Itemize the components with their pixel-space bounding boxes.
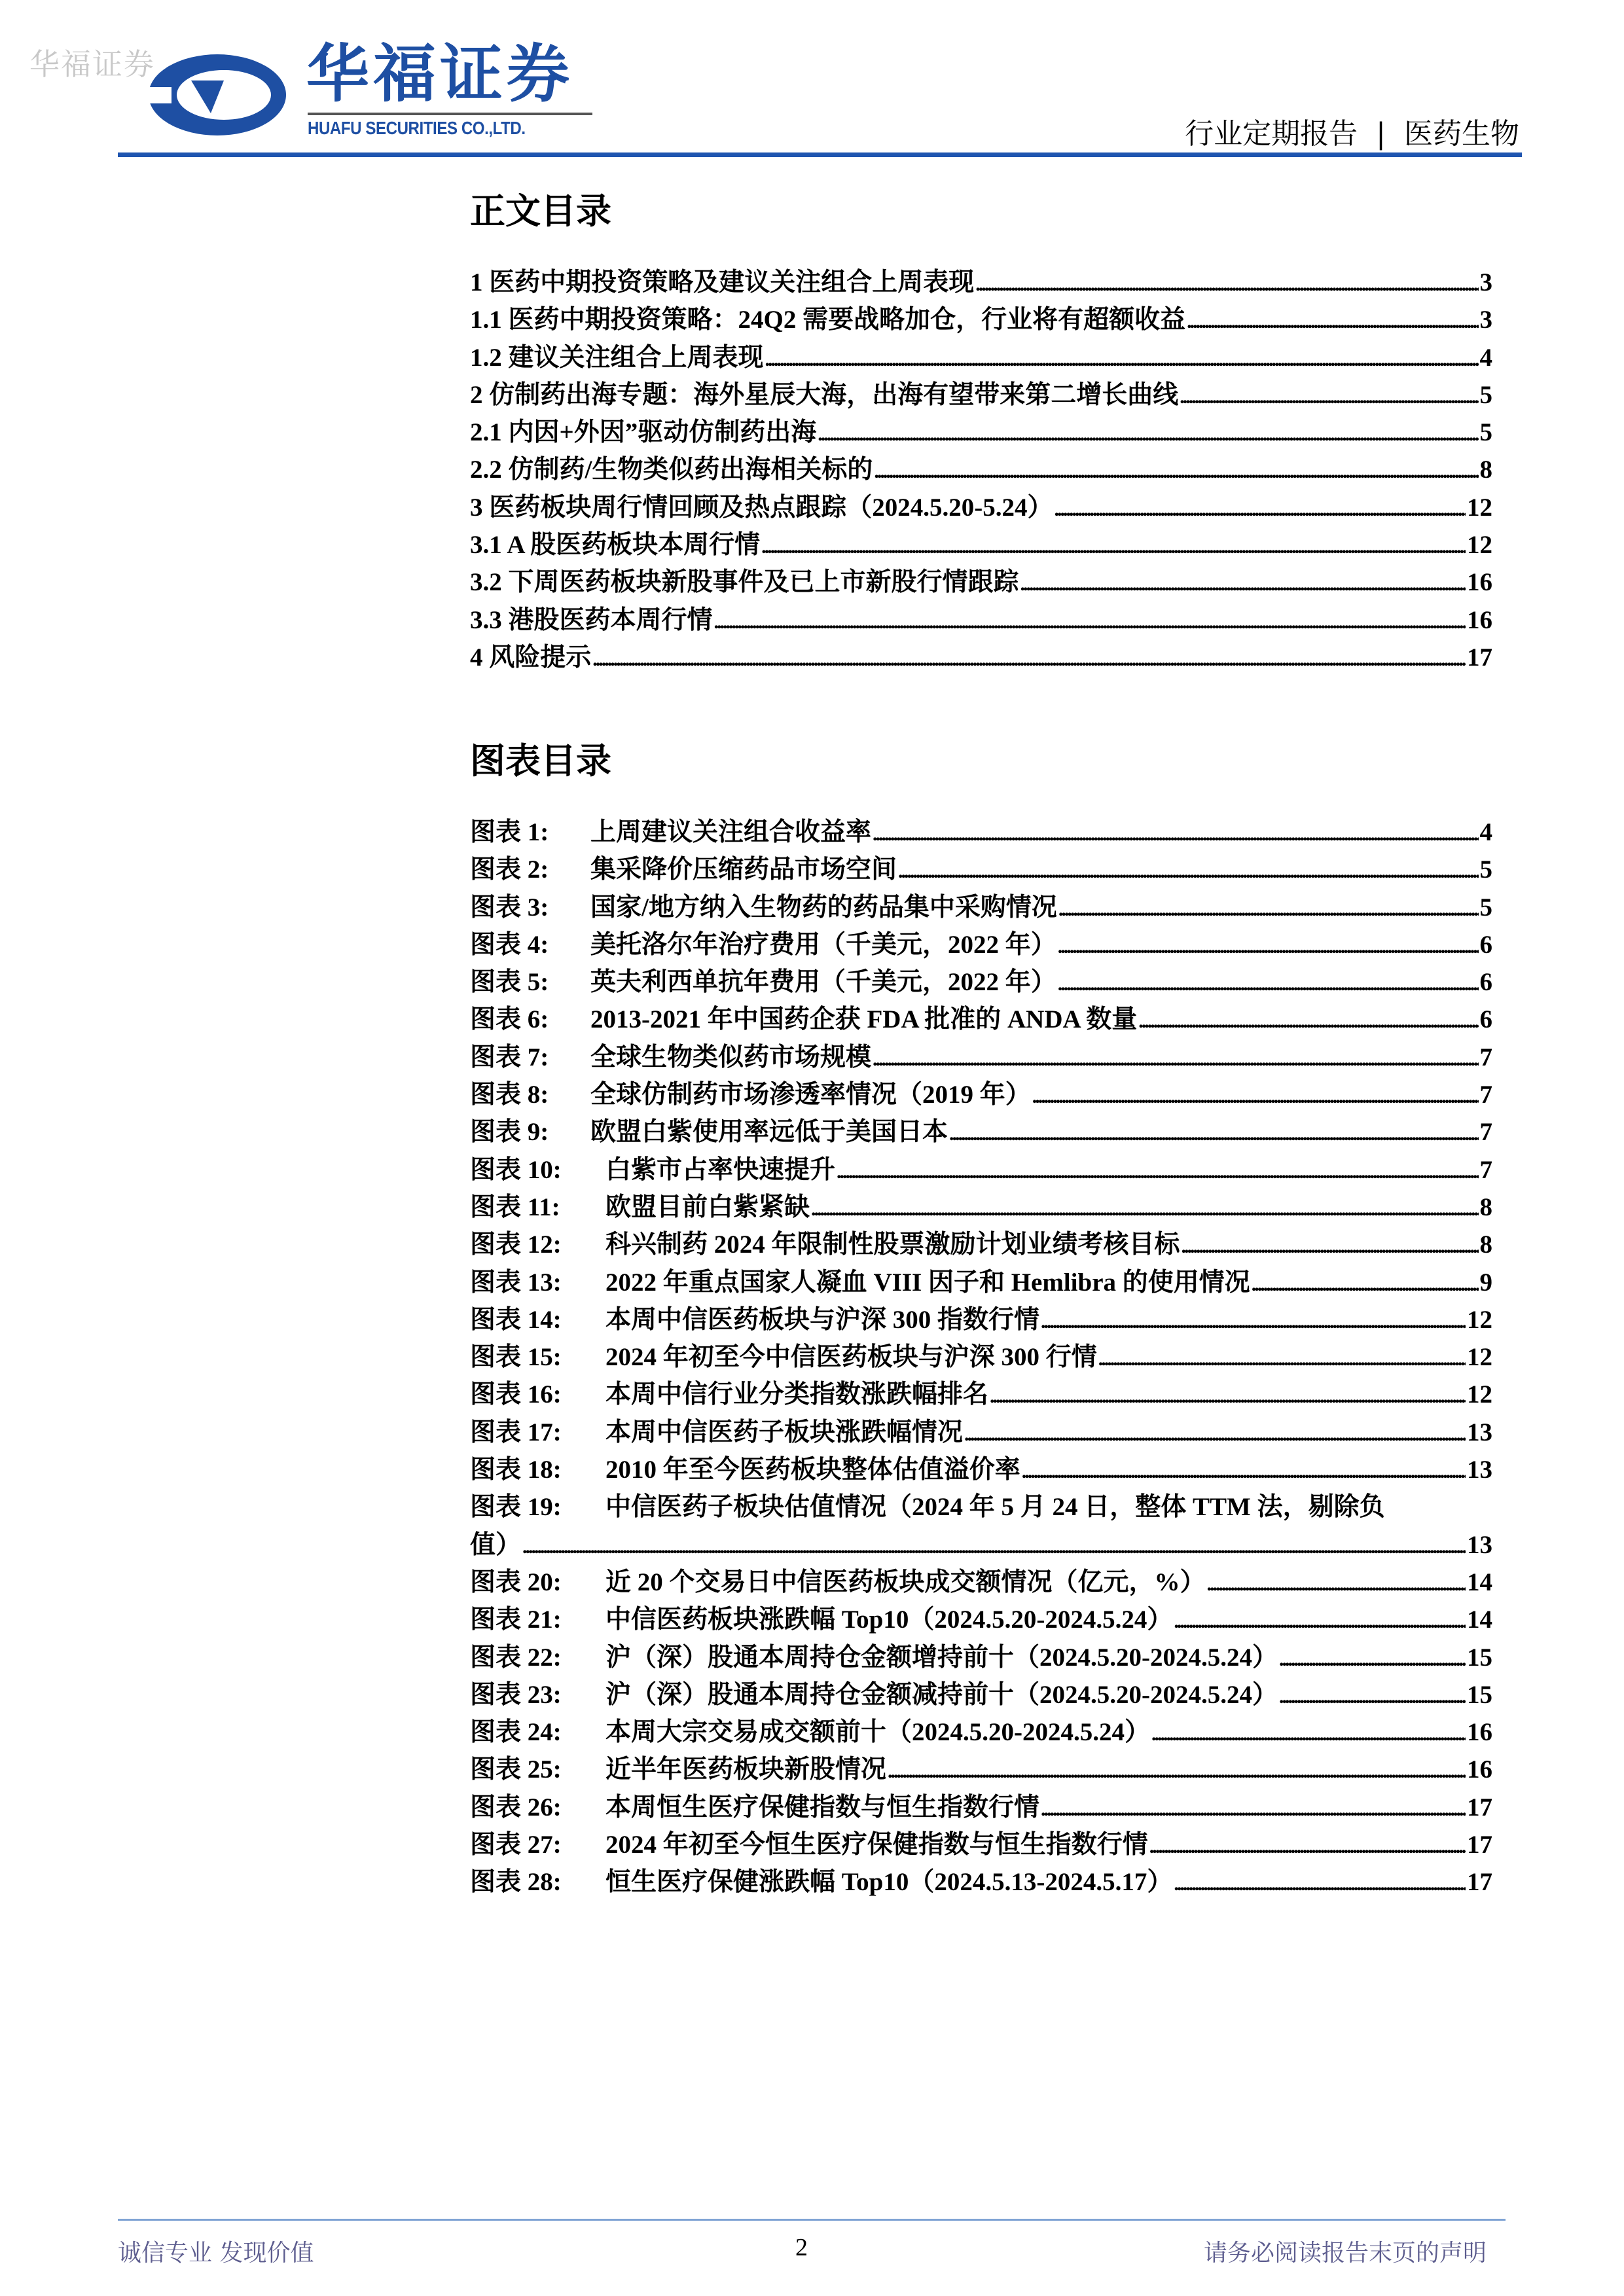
figure-item-page: 6: [1479, 1005, 1492, 1034]
figure-item-page: 7: [1479, 1043, 1492, 1071]
figure-item-page: 7: [1479, 1118, 1492, 1147]
figure-item-label: 中信医药子板块估值情况（2024 年 5 月 24 日，整体 TTM 法，剔除负: [605, 1493, 1385, 1522]
dot-leader: [1058, 889, 1479, 928]
figure-item[interactable]: [470, 1338, 1492, 1376]
logo-text-en: HUAFU SECURITIES CO.,LTD.: [308, 118, 526, 138]
figure-item[interactable]: [470, 1076, 1492, 1113]
toc-item[interactable]: [470, 526, 1492, 564]
figure-item-label: 近 20 个交易日中信医药板块成交额情况（亿元，%）: [605, 1568, 1206, 1596]
figure-item-label: 沪（深）股通本周持仓金额增持前十（2024.5.20-2024.5.24）: [605, 1643, 1278, 1672]
figure-item-page: 17: [1467, 1868, 1492, 1897]
dot-leader: [1279, 1639, 1466, 1678]
figure-item-label: 2013-2021 年中国药企获 FDA 批准的 ANDA 数量: [590, 1005, 1138, 1034]
toc-item-label: 2 仿制药出海专题：海外星辰大海，出海有望带来第二增长曲线: [470, 380, 1179, 409]
dot-leader: [990, 1376, 1466, 1415]
dot-leader: [1098, 1338, 1466, 1378]
figure-item-page: 15: [1467, 1680, 1492, 1709]
toc-item[interactable]: [470, 564, 1492, 601]
figure-item-page: 13: [1467, 1418, 1492, 1446]
figure-item-label: 中信医药板块涨跌幅 Top10（2024.5.20-2024.5.24）: [605, 1605, 1173, 1634]
dot-leader: [818, 414, 1478, 453]
figure-number: 图表 1:: [470, 818, 549, 846]
figure-number: 图表 12:: [470, 1230, 562, 1259]
figure-item[interactable]: [470, 1789, 1492, 1826]
figure-item-label: 本周恒生医疗保健指数与恒生指数行情: [605, 1793, 1040, 1821]
figure-item-page: 5: [1479, 893, 1492, 922]
dot-leader: [592, 639, 1466, 678]
figure-item[interactable]: [470, 1639, 1492, 1676]
figure-number: 图表 20:: [470, 1568, 562, 1596]
dot-leader: [522, 1526, 1466, 1566]
figure-item-page: 7: [1479, 1081, 1492, 1109]
dot-leader: [1279, 1676, 1466, 1715]
toc-item[interactable]: [470, 376, 1492, 414]
toc-item[interactable]: [470, 301, 1492, 338]
toc-item[interactable]: [470, 489, 1492, 526]
figure-item-page: 8: [1479, 1193, 1492, 1221]
dot-leader: [1149, 1826, 1466, 1865]
toc-item-page: 3: [1479, 306, 1492, 334]
figure-item-page: 8: [1479, 1230, 1492, 1259]
figure-item[interactable]: [470, 1301, 1492, 1338]
figure-item-label: 上周建议关注组合收益率: [590, 818, 872, 846]
figure-item[interactable]: [470, 1601, 1492, 1638]
figure-item-label: 集采降价压缩药品市场空间: [590, 855, 897, 884]
sector: 医药生物: [1404, 117, 1519, 151]
dot-leader: [1041, 1301, 1466, 1340]
figure-number: 图表 15:: [470, 1343, 562, 1372]
figure-item-label: 2024 年初至今恒生医疗保健指数与恒生指数行情: [605, 1831, 1148, 1859]
figure-number: 图表 25:: [470, 1755, 562, 1784]
figure-item[interactable]: [470, 1039, 1492, 1076]
toc-item-page: 5: [1479, 418, 1492, 447]
figure-item-label: 美托洛尔年治疗费用（千美元，2022 年）: [590, 930, 1056, 959]
toc-item[interactable]: [470, 339, 1492, 376]
dot-leader: [1058, 926, 1479, 965]
figure-item-page: 12: [1467, 1380, 1492, 1409]
figure-item-label: 恒生医疗保健涨跌幅 Top10（2024.5.13-2024.5.17）: [605, 1868, 1173, 1897]
figure-item-label: 国家/地方纳入生物药的药品集中采购情况: [590, 893, 1057, 922]
figure-item[interactable]: [470, 1751, 1492, 1788]
figure-item-page: 13: [1467, 1456, 1492, 1484]
figure-item-label: 2022 年重点国家人凝血 VIII 因子和 Hemlibra 的使用情况: [605, 1268, 1250, 1297]
header-rule: [118, 152, 1522, 157]
figure-number: 图表 24:: [470, 1718, 562, 1747]
dot-leader: [949, 1113, 1478, 1153]
dot-leader: [1020, 564, 1466, 603]
toc-title: 正文目录: [470, 190, 611, 232]
toc-item-page: 3: [1479, 268, 1492, 296]
toc-item-page: 5: [1479, 380, 1492, 409]
figure-item-page: 17: [1467, 1831, 1492, 1859]
toc-item[interactable]: [470, 414, 1492, 451]
figure-item-label: 白紫市占率快速提升: [605, 1155, 836, 1184]
figure-item-page: 6: [1479, 930, 1492, 959]
dot-leader: [898, 851, 1478, 890]
figure-item[interactable]: [470, 1001, 1492, 1038]
figure-item-page: 16: [1467, 1755, 1492, 1784]
figure-item-label: 英夫利西单抗年费用（千美元，2022 年）: [590, 968, 1056, 997]
dot-leader: [888, 1751, 1466, 1790]
figure-number: 图表 27:: [470, 1831, 562, 1859]
figure-item[interactable]: [470, 1376, 1492, 1413]
figure-number: 图表 10:: [470, 1155, 562, 1184]
figure-item-label: 2010 年至今医药板块整体估值溢价率: [605, 1456, 1020, 1484]
figure-item-page: 5: [1479, 855, 1492, 884]
dot-leader: [964, 1414, 1466, 1453]
figure-number: 图表 6:: [470, 1005, 549, 1034]
figure-item-page: 9: [1479, 1268, 1492, 1297]
figure-item-label: 全球仿制药市场渗透率情况（2019 年）: [590, 1081, 1031, 1109]
dot-leader: [1182, 1226, 1479, 1265]
watermark: 华福证券: [29, 46, 155, 82]
figure-item[interactable]: [470, 1676, 1492, 1713]
toc-item-label: 3.3 港股医药本周行情: [470, 605, 713, 634]
figure-item[interactable]: [470, 1113, 1492, 1151]
figure-number: 图表 19:: [470, 1493, 562, 1522]
figure-item-label: 欧盟目前白紫紧缺: [605, 1193, 810, 1221]
dot-leader: [1151, 1713, 1466, 1753]
figure-number: 图表 18:: [470, 1456, 562, 1484]
toc-item-page: 12: [1467, 493, 1492, 522]
figure-number: 图表 14:: [470, 1305, 562, 1334]
dot-leader: [873, 814, 1478, 853]
dot-leader: [837, 1151, 1478, 1191]
figure-item[interactable]: [470, 851, 1492, 888]
figure-item-page: 12: [1467, 1305, 1492, 1334]
figure-item-label: 本周大宗交易成交额前十（2024.5.20-2024.5.24）: [605, 1718, 1150, 1747]
toc-item-label: 4 风险提示: [470, 643, 592, 672]
toc-item-page: 4: [1479, 343, 1492, 372]
page-number: 2: [795, 2234, 808, 2261]
toc-item-label: 1 医药中期投资策略及建议关注组合上周表现: [470, 268, 975, 296]
dot-leader: [1174, 1863, 1466, 1903]
dot-leader: [765, 339, 1479, 378]
toc-item-label: 1.2 建议关注组合上周表现: [470, 343, 764, 372]
figure-number: 图表 23:: [470, 1680, 562, 1709]
figure-item[interactable]: [470, 1451, 1492, 1488]
figure-item-page: 12: [1467, 1343, 1492, 1372]
figure-item-label: 近半年医药板块新股情况: [605, 1755, 887, 1784]
figure-item[interactable]: [470, 926, 1492, 963]
dot-leader: [1138, 1001, 1478, 1040]
figure-item-page: 14: [1467, 1605, 1492, 1634]
figure-number: 图表 11:: [470, 1193, 560, 1221]
figure-number: 图表 2:: [470, 855, 549, 884]
toc-item-label: 2.2 仿制药/生物类似药出海相关标的: [470, 456, 873, 484]
logo-divider: [308, 113, 592, 115]
figure-item-page: 4: [1479, 818, 1492, 846]
footer-slogan: 诚信专业 发现价值: [118, 2240, 314, 2267]
toc-item-page: 17: [1467, 643, 1492, 672]
logo-emblem-icon: [145, 51, 289, 139]
figure-item-page: 14: [1467, 1568, 1492, 1596]
dot-leader: [811, 1189, 1478, 1228]
figure-number: 图表 17:: [470, 1418, 562, 1446]
figure-number: 图表 7:: [470, 1043, 549, 1071]
figure-item-page: 6: [1479, 968, 1492, 997]
figure-number: 图表 5:: [470, 968, 549, 997]
figure-item-page: 7: [1479, 1155, 1492, 1184]
figure-item[interactable]: [470, 1826, 1492, 1863]
dot-leader: [1207, 1564, 1466, 1603]
toc-item-page: 12: [1467, 531, 1492, 560]
figure-item-page: 17: [1467, 1793, 1492, 1821]
dot-leader: [1187, 301, 1478, 340]
figure-item[interactable]: [470, 1226, 1492, 1263]
toc-item[interactable]: [470, 639, 1492, 676]
figure-number: 图表 13:: [470, 1268, 562, 1297]
figure-item-page: 15: [1467, 1643, 1492, 1672]
toc-item-label: 3.1 A 股医药板块本周行情: [470, 531, 761, 560]
figure-item[interactable]: [470, 1488, 1492, 1526]
figure-number: 图表 22:: [470, 1643, 562, 1672]
figure-item-label: 2024 年初至今中信医药板块与沪深 300 行情: [605, 1343, 1097, 1372]
toc-item-label: 3 医药板块周行情回顾及热点跟踪（2024.5.20-5.24）: [470, 493, 1053, 522]
dot-leader: [1252, 1264, 1479, 1303]
report-type: 行业定期报告: [1185, 117, 1358, 151]
figure-number: 图表 8:: [470, 1081, 549, 1109]
toc-list: [470, 264, 1492, 676]
figure-number: 图表 26:: [470, 1793, 562, 1821]
dot-leader: [874, 451, 1478, 490]
figures-title: 图表目录: [470, 740, 611, 781]
figure-number: 图表 28:: [470, 1868, 562, 1897]
dot-leader: [1174, 1601, 1466, 1640]
figure-item-label: 本周中信医药板块与沪深 300 指数行情: [605, 1305, 1040, 1334]
dot-leader: [1041, 1789, 1466, 1828]
dot-leader: [873, 1039, 1478, 1078]
figure-item-label: 本周中信行业分类指数涨跌幅排名: [605, 1380, 989, 1409]
figures-list: [470, 814, 1492, 1901]
figure-item-page: 13: [1467, 1530, 1492, 1559]
dot-leader: [1058, 963, 1479, 1003]
toc-item[interactable]: [470, 451, 1492, 488]
figure-item[interactable]: [470, 1264, 1492, 1301]
figure-item-label: 科兴制药 2024 年限制性股票激励计划业绩考核目标: [605, 1230, 1180, 1259]
figure-item-label: 本周中信医药子板块涨跌幅情况: [605, 1418, 964, 1446]
dot-leader: [975, 264, 1478, 303]
figure-number: 图表 3:: [470, 893, 549, 922]
figure-item-continued[interactable]: [470, 1526, 1492, 1564]
figure-item[interactable]: [470, 963, 1492, 1001]
dot-leader: [1032, 1076, 1479, 1115]
dot-leader: [761, 526, 1466, 565]
figure-item-label: 全球生物类似药市场规模: [590, 1043, 872, 1071]
figure-item[interactable]: [470, 814, 1492, 851]
figure-number: 图表 9:: [470, 1118, 549, 1147]
footer-rule: [118, 2219, 1506, 2221]
toc-item-label: 2.1 内因+外因”驱动仿制药出海: [470, 418, 817, 447]
figure-item-page: 16: [1467, 1718, 1492, 1747]
figure-item[interactable]: [470, 1863, 1492, 1901]
header-category: [1185, 110, 1519, 152]
figure-item[interactable]: [470, 1713, 1492, 1751]
toc-item-label: 3.2 下周医药板块新股事件及已上市新股行情跟踪: [470, 568, 1019, 597]
dot-leader: [1055, 489, 1466, 528]
toc-item[interactable]: [470, 601, 1492, 639]
toc-item-label: 1.1 医药中期投资策略：24Q2 需要战略加仓，行业将有超额收益: [470, 306, 1186, 334]
toc-item-page: 8: [1479, 456, 1492, 484]
dot-leader: [714, 601, 1466, 641]
figure-item[interactable]: [470, 889, 1492, 926]
toc-item-page: 16: [1467, 605, 1492, 634]
figure-item-label: 欧盟白紫使用率远低于美国日本: [590, 1118, 948, 1147]
toc-item[interactable]: [470, 264, 1492, 301]
figure-number: 图表 16:: [470, 1380, 562, 1409]
footer-disclaimer: 请务必阅读报告末页的声明: [1203, 2240, 1487, 2267]
figure-item[interactable]: [470, 1151, 1492, 1189]
dot-leader: [1180, 376, 1478, 416]
toc-item-page: 16: [1467, 568, 1492, 597]
dot-leader: [1022, 1451, 1466, 1490]
figure-number: 图表 4:: [470, 930, 549, 959]
figure-item[interactable]: [470, 1564, 1492, 1601]
figure-item[interactable]: [470, 1414, 1492, 1451]
figure-number: 图表 21:: [470, 1605, 562, 1634]
header-separator: |: [1376, 117, 1386, 151]
figure-item-label: 沪（深）股通本周持仓金额减持前十（2024.5.20-2024.5.24）: [605, 1680, 1278, 1709]
figure-item-label-cont: 值）: [470, 1530, 522, 1559]
logo-text-cn: 华福证券: [306, 37, 573, 111]
figure-item[interactable]: [470, 1189, 1492, 1226]
